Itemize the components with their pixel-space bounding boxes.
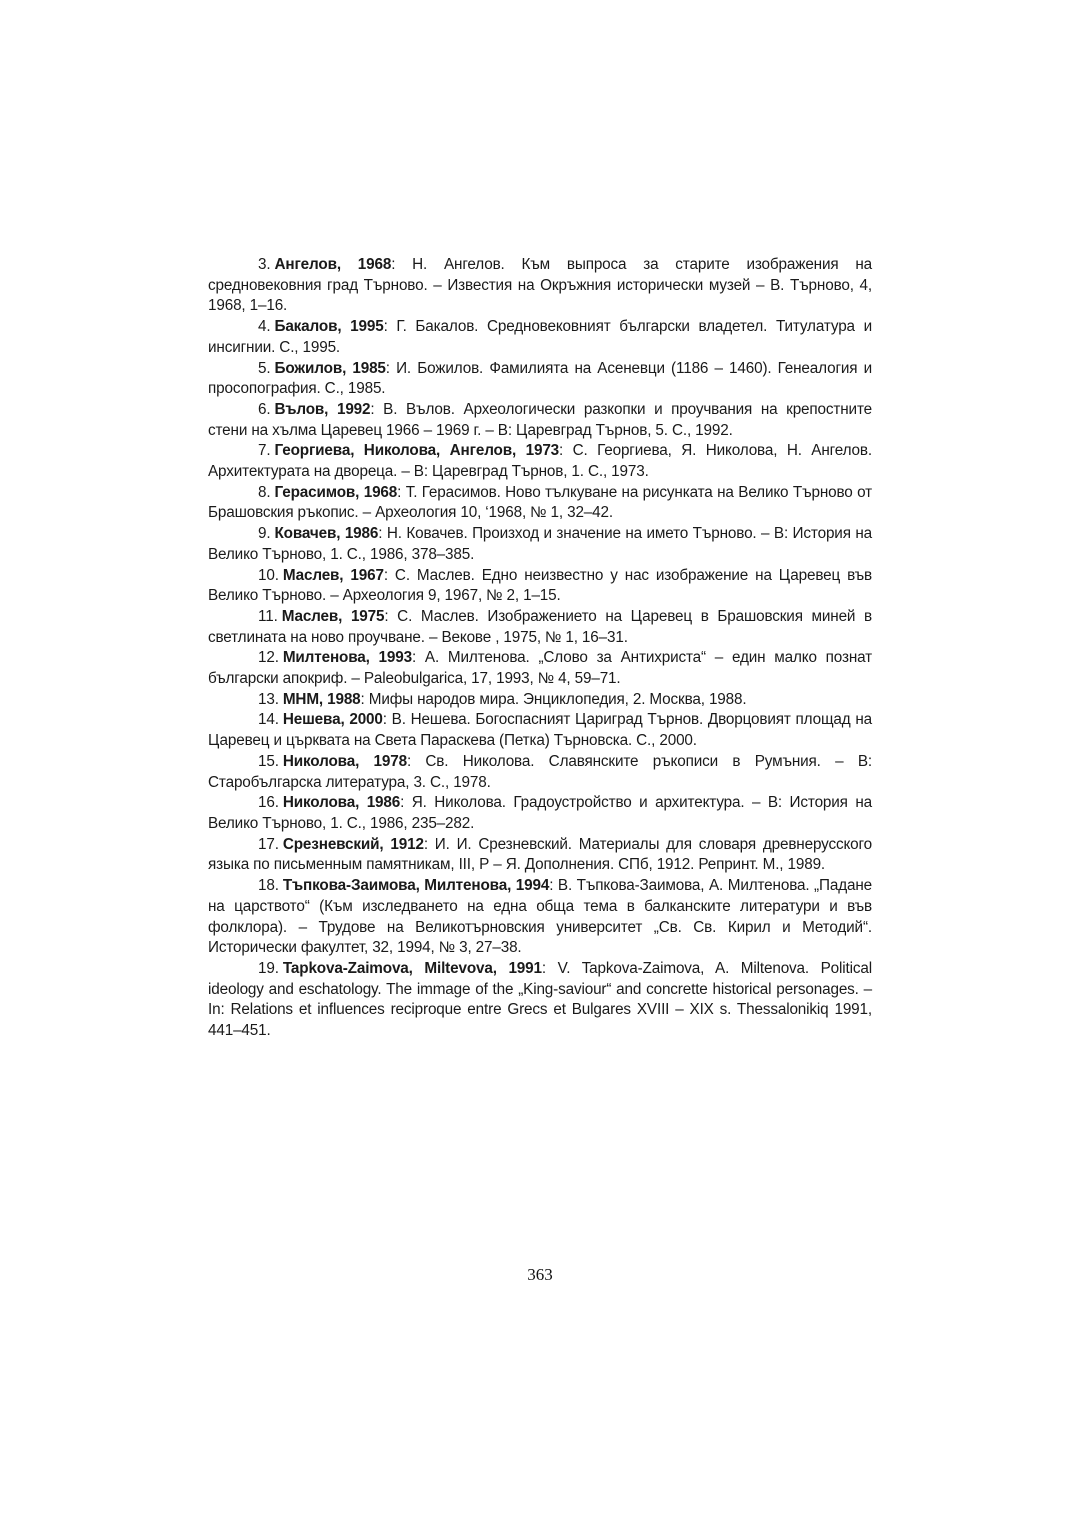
reference-text: : В. Вълов. Археологически разкопки и проучвания на крепостните стени на хълма Царевец 1966 – 1969 г. – В: Царевград Търнов, 5. С., 1992. bbox=[208, 400, 872, 439]
page-number: 363 bbox=[527, 1265, 553, 1284]
reference-number: 19. bbox=[258, 959, 279, 977]
reference-author: МНМ, 1988 bbox=[282, 690, 361, 708]
reference-author: Маслев, 1967 bbox=[282, 566, 384, 584]
reference-text: : V. Tapkova-Zaimova, A. Miltenova. Political ideology and eschatology. The immage of the „King-saviour“ and concrette historical personages. – In: Relations et influences reciproque entre Grecs et Bulgares XVIII – XIX s. Thessalonikiq 1991, 441–451. bbox=[208, 959, 872, 1040]
reference-number: 7. bbox=[258, 442, 271, 460]
reference-entry bbox=[208, 648, 872, 689]
reference-entry bbox=[208, 835, 872, 876]
reference-text: : Н. Ангелов. Към выпроса за старите изображения на средновековния град Търново. – Известия на Окръжния исторически музей – В. Търново, 4, 1968, 1–16. bbox=[208, 256, 872, 315]
reference-author: Георгиева, Николова, Ангелов, 1973 bbox=[274, 442, 560, 460]
reference-number: 8. bbox=[258, 483, 271, 501]
reference-author: Божилов, 1985 bbox=[274, 359, 386, 377]
reference-list bbox=[208, 255, 872, 1042]
reference-number: 9. bbox=[258, 525, 271, 543]
reference-author: Tapkova-Zaimova, Miltevova, 1991 bbox=[282, 959, 542, 977]
reference-number: 16. bbox=[258, 794, 279, 812]
reference-number: 15. bbox=[258, 752, 279, 770]
reference-entry bbox=[208, 441, 872, 482]
reference-number: 14. bbox=[258, 711, 279, 729]
reference-text: : Н. Ковачев. Произход и значение на името Търново. – В: История на Велико Търново, 1. С., 1986, 378–385. bbox=[208, 525, 872, 563]
reference-entry bbox=[208, 524, 872, 565]
reference-text: : В. Нешева. Богоспасният Цариград Търнов. Дворцовият площад на Царевец и църквата на Света Параскева (Петка) Търновска. С., 2000. bbox=[208, 711, 872, 750]
reference-author: Срезневский, 1912 bbox=[282, 835, 424, 853]
reference-number: 13. bbox=[258, 690, 279, 708]
reference-number: 3. bbox=[258, 256, 271, 273]
reference-text: : Св. Николова. Славянските ръкописи в Румъния. – В: Старобългарска литература, 3. С., 1978. bbox=[208, 752, 872, 791]
reference-number: 6. bbox=[258, 400, 271, 418]
reference-number: 10. bbox=[258, 566, 279, 584]
reference-entry bbox=[208, 710, 872, 751]
reference-entry bbox=[208, 876, 872, 959]
reference-text: : С. Георгиева, Я. Николова, Н. Ангелов. Архитектурата на двореца. – В: Царевград Търнов, 1. С., 1973. bbox=[208, 442, 872, 481]
reference-entry bbox=[208, 483, 872, 524]
reference-number: 4. bbox=[258, 318, 271, 336]
reference-entry bbox=[208, 566, 872, 607]
reference-author: Маслев, 1975 bbox=[281, 607, 385, 625]
reference-author: Николова, 1986 bbox=[282, 794, 401, 812]
reference-text: : А. Милтенова. „Слово за Антихриста“ – един малко познат български апокриф. – Paleobulgarica, 17, 1993, № 4, 59–71. bbox=[208, 649, 873, 688]
reference-text: : Г. Бакалов. Средновековният български владетел. Титулатура и инсигнии. С., 1995. bbox=[208, 318, 873, 356]
reference-author: Вълов, 1992 bbox=[274, 400, 371, 418]
reference-author: Милтенова, 1993 bbox=[282, 649, 412, 667]
reference-number: 11. bbox=[258, 607, 278, 625]
reference-text: : Т. Герасимов. Ново тълкуване на рисунката на Велико Търново от Брашовския ръкопис. – Археология 10, ‘1968, № 1, 32–42. bbox=[208, 483, 872, 522]
reference-text: : Я. Николова. Градоустройство и архитектура. – В: История на Велико Търново, 1. С., 1986, 235–282. bbox=[208, 794, 872, 832]
reference-entry bbox=[208, 359, 872, 400]
reference-number: 17. bbox=[258, 835, 279, 853]
reference-author: Ангелов, 1968 bbox=[274, 256, 392, 273]
reference-number: 18. bbox=[258, 877, 279, 895]
reference-text: : С. Маслев. Изображението на Царевец в Брашовския миней в светлината на ново проучване. – Векове , 1975, № 1, 16–31. bbox=[208, 607, 872, 646]
reference-entry bbox=[208, 793, 872, 834]
reference-entry bbox=[208, 752, 872, 793]
reference-text: : Мифы народов мира. Энциклопедия, 2. Москва, 1988. bbox=[360, 690, 747, 708]
reference-author: Ковачев, 1986 bbox=[274, 525, 379, 543]
reference-text: : В. Тъпкова-Заимова, А. Милтенова. „Падане на царството“ (Към изследването на една обща тема в балканските литератури и във фолклора). – Трудове на Великотърновския университет „Св. Св. Кирил и Методий“. Исторически факултет, 32, 1994, № 3, 27–38. bbox=[208, 877, 872, 957]
reference-number: 12. bbox=[258, 649, 279, 667]
reference-text: : И. Божилов. Фамилията на Асеневци (1186 – 1460). Генеалогия и просопография. С., 1985. bbox=[208, 359, 872, 398]
reference-author: Бакалов, 1995 bbox=[274, 318, 384, 336]
reference-author: Николова, 1978 bbox=[282, 752, 407, 770]
reference-entry bbox=[208, 607, 872, 648]
reference-entry bbox=[208, 317, 872, 358]
reference-author: Тъпкова-Заимова, Милтенова, 1994 bbox=[282, 877, 550, 895]
reference-author: Нешева, 2000 bbox=[282, 711, 383, 729]
reference-entry bbox=[208, 690, 872, 711]
reference-text: : С. Маслев. Едно неизвестно у нас изображение на Царевец във Велико Търново. – Археология 9, 1967, № 2, 1–15. bbox=[208, 566, 872, 605]
reference-author: Герасимов, 1968 bbox=[274, 483, 398, 501]
reference-entry bbox=[208, 400, 872, 441]
reference-entry bbox=[208, 255, 872, 317]
reference-entry bbox=[208, 959, 872, 1042]
reference-number: 5. bbox=[258, 359, 271, 377]
reference-text: : И. И. Срезневский. Материалы для словаря древнерусского языка по письменным памятникам, III, Р – Я. Дополнения. СПб, 1912. Репринт. М., 1989. bbox=[208, 835, 872, 874]
